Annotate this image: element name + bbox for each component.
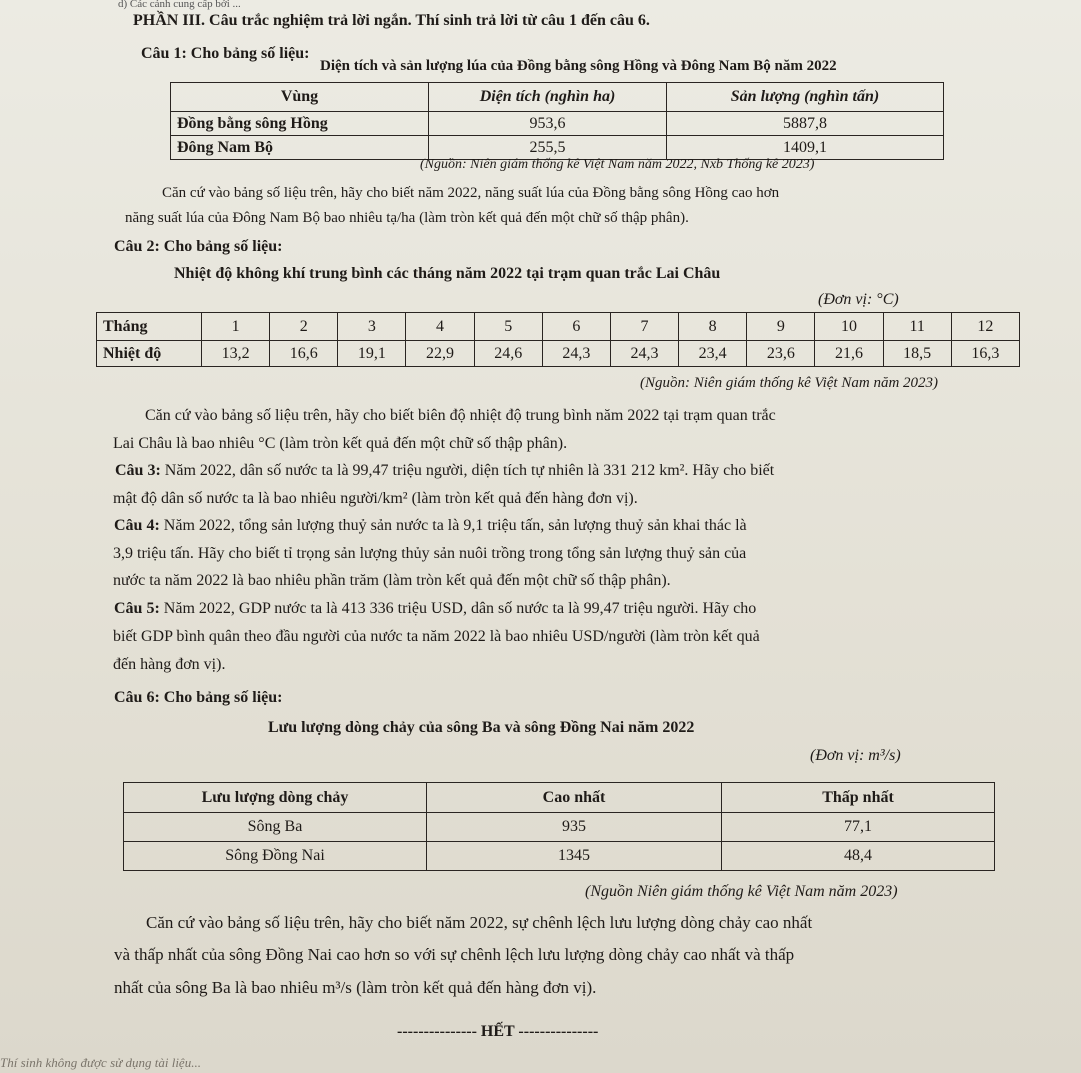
q4-body-1: Năm 2022, tổng sản lượng thuỷ sản nước ta là 9,1 triệu tấn, sản lượng thuỷ sản khai thác là (163, 517, 747, 534)
q1-intro: Câu 1: Cho bảng số liệu: (141, 45, 310, 62)
q1-cell: 1409,1 (667, 136, 944, 160)
q2-temp: 19,1 (338, 341, 406, 367)
q1-cell: 5887,8 (667, 112, 944, 136)
q2-row-label: Tháng (97, 313, 202, 341)
q4-label: Câu 4: (114, 517, 160, 534)
q2-intro: Câu 2: Cho bảng số liệu: (114, 238, 283, 255)
q2-temp: 23,4 (679, 341, 747, 367)
q6-intro: Câu 6: Cho bảng số liệu: (114, 689, 283, 706)
q2-temp: 16,3 (951, 341, 1019, 367)
q5-label: Câu 5: (114, 600, 160, 617)
q6-table (123, 782, 995, 871)
q2-month: 1 (202, 313, 270, 341)
q2-row-label: Nhiệt độ (97, 341, 202, 367)
q2-temp: 16,6 (270, 341, 338, 367)
q2-month: 12 (951, 313, 1019, 341)
q2-month: 6 (542, 313, 610, 341)
q4-text-1 (114, 516, 747, 536)
q1-text-2: năng suất lúa của Đông Nam Bộ bao nhiêu tạ/ha (làm tròn kết quả đến một chữ số thập phân). (125, 210, 689, 226)
q5-body-1: Năm 2022, GDP nước ta là 413 336 triệu USD, dân số nước ta là 99,47 triệu người. Hãy cho (163, 600, 757, 617)
q1-cell: 255,5 (429, 136, 667, 160)
q2-source: (Nguồn: Niên giám thống kê Việt Nam năm 2023) (640, 375, 939, 391)
q1-cell: 953,6 (429, 112, 667, 136)
q6-cell: 77,1 (722, 813, 995, 842)
q2-month: 9 (747, 313, 815, 341)
q2-month: 11 (883, 313, 951, 341)
q2-table-title: Nhiệt độ không khí trung bình các tháng năm 2022 tại trạm quan trắc Lai Châu (174, 265, 721, 282)
q1-table-title: Diện tích và sản lượng lúa của Đồng bằng sông Hồng và Đông Nam Bộ năm 2022 (320, 58, 837, 74)
q6-text-3: nhất của sông Ba là bao nhiêu m³/s (làm tròn kết quả đến hàng đơn vị). (114, 978, 597, 997)
q6-unit: (Đơn vị: m³/s) (810, 747, 901, 764)
q1-cell: Đồng bằng sông Hồng (171, 112, 429, 136)
table-row (171, 83, 944, 112)
q1-table (170, 82, 944, 160)
q3-text-2: mật độ dân số nước ta là bao nhiêu người/km² (làm tròn kết quả đến hàng đơn vị). (113, 490, 638, 507)
q2-text-2: Lai Châu là bao nhiêu °C (làm tròn kết quả đến một chữ số thập phân). (113, 435, 568, 452)
q3-text-1 (115, 461, 774, 481)
q2-temp: 24,6 (474, 341, 542, 367)
q2-month: 4 (406, 313, 474, 341)
q2-unit: (Đơn vị: °C) (818, 291, 899, 308)
q4-text-2: 3,9 triệu tấn. Hãy cho biết tỉ trọng sản lượng thủy sản nuôi trồng trong tổng sản lượng thuỷ sản của (113, 545, 747, 562)
table-row (97, 313, 1020, 341)
q1-header-output: Sản lượng (nghìn tấn) (667, 83, 944, 112)
q1-source: (Nguồn: Niên giám thống kê Việt Nam năm 2022, Nxb Thống kê 2023) (420, 157, 815, 172)
q2-month: 2 (270, 313, 338, 341)
end-mark: --------------- HẾT --------------- (397, 1023, 599, 1040)
q2-month: 10 (815, 313, 883, 341)
table-row (124, 842, 995, 871)
q1-cell: Đông Nam Bộ (171, 136, 429, 160)
q6-cell: 48,4 (722, 842, 995, 871)
q5-text-2: biết GDP bình quân theo đầu người của nước ta năm 2022 là bao nhiêu USD/người (làm tròn kết quả (113, 628, 760, 645)
q3-label: Câu 3: (115, 462, 161, 479)
q6-cell: Sông Đồng Nai (124, 842, 427, 871)
q6-header-max: Cao nhất (427, 783, 722, 813)
q2-text-1: Căn cứ vào bảng số liệu trên, hãy cho biết biên độ nhiệt độ trung bình năm 2022 tại trạm quan trắc (145, 407, 776, 424)
q4-text-3: nước ta năm 2022 là bao nhiêu phần trăm (làm tròn kết quả đến một chữ số thập phân). (113, 572, 671, 589)
q3-body-1: Năm 2022, dân số nước ta là 99,47 triệu người, diện tích tự nhiên là 331 212 km². Hãy cho biết (164, 462, 775, 479)
q6-table-title: Lưu lượng dòng chảy của sông Ba và sông Đồng Nai năm 2022 (268, 719, 695, 736)
q1-header-region: Vùng (171, 83, 429, 112)
q2-month: 8 (679, 313, 747, 341)
q6-header-flow: Lưu lượng dòng chảy (124, 783, 427, 813)
q6-header-min: Thấp nhất (722, 783, 995, 813)
q2-month: 3 (338, 313, 406, 341)
bottom-cut-text: Thí sinh không được sử dụng tài liệu... (0, 1055, 201, 1070)
q6-cell: Sông Ba (124, 813, 427, 842)
q2-temp: 21,6 (815, 341, 883, 367)
q2-month: 5 (474, 313, 542, 341)
q1-text-1: Căn cứ vào bảng số liệu trên, hãy cho biết năm 2022, năng suất lúa của Đồng bằng sông Hồng cao hơn (162, 185, 780, 201)
q1-header-area: Diện tích (nghìn ha) (429, 83, 667, 112)
q5-text-1 (114, 599, 756, 619)
q6-cell: 935 (427, 813, 722, 842)
q6-cell: 1345 (427, 842, 722, 871)
q2-table (96, 312, 1020, 367)
q2-temp: 18,5 (883, 341, 951, 367)
table-row (124, 813, 995, 842)
q2-temp: 24,3 (542, 341, 610, 367)
q2-month: 7 (610, 313, 678, 341)
section-title: PHẦN III. Câu trắc nghiệm trả lời ngắn. Thí sinh trả lời từ câu 1 đến câu 6. (133, 12, 650, 29)
q6-text-1: Căn cứ vào bảng số liệu trên, hãy cho biết năm 2022, sự chênh lệch lưu lượng dòng chảy cao nhất (146, 913, 813, 932)
q2-temp: 23,6 (747, 341, 815, 367)
q2-temp: 24,3 (610, 341, 678, 367)
table-row (97, 341, 1020, 367)
top-cut-text: d) Các cảnh cung cấp bởi ... (118, 0, 241, 10)
q5-text-3: đến hàng đơn vị). (113, 656, 226, 673)
table-row (124, 783, 995, 813)
q6-source: (Nguồn Niên giám thống kê Việt Nam năm 2023) (585, 883, 898, 900)
table-row (171, 112, 944, 136)
q2-temp: 22,9 (406, 341, 474, 367)
q2-temp: 13,2 (202, 341, 270, 367)
q6-text-2: và thấp nhất của sông Đồng Nai cao hơn so với sự chênh lệch lưu lượng dòng chảy cao nhất và thấp (114, 945, 795, 964)
